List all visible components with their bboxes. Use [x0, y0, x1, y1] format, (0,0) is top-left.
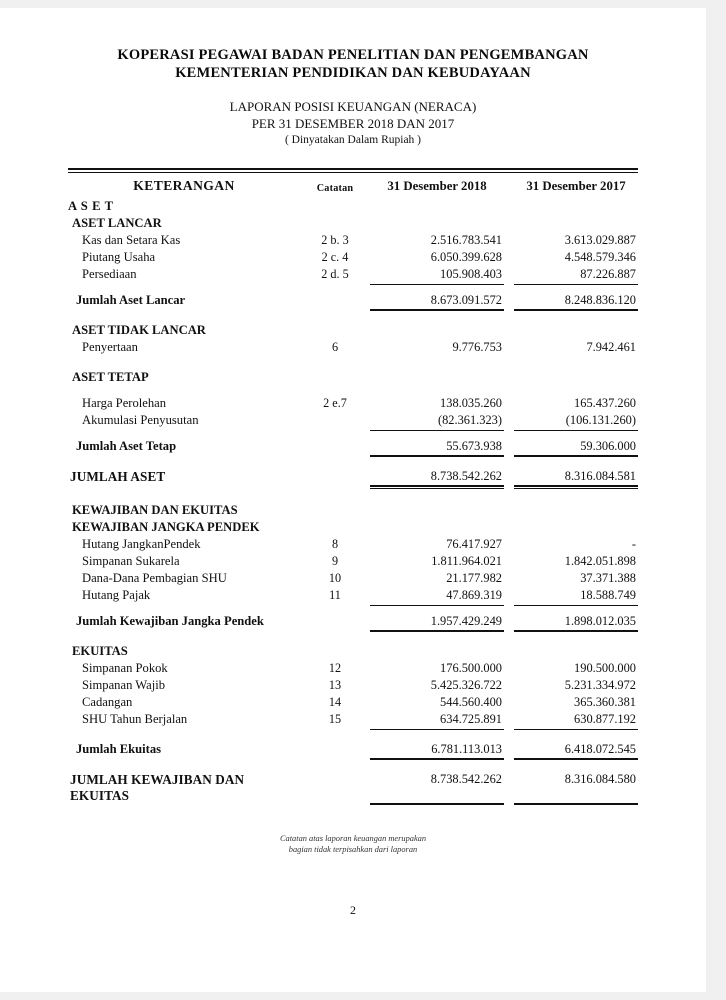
- row-note-ref: [300, 216, 370, 233]
- row-label: JUMLAH ASET: [70, 469, 166, 484]
- row-note-ref: [300, 323, 370, 340]
- row-value-2018: [370, 370, 504, 387]
- column-gap: [504, 250, 514, 267]
- row-value-2017: 1.842.051.898: [564, 554, 636, 568]
- table-row: [68, 293, 638, 310]
- row-note-ref: 2 e.7: [323, 396, 347, 410]
- row-value-2017: 59.306.000: [514, 439, 638, 456]
- table-row: [68, 396, 638, 413]
- footnote: [0, 833, 706, 855]
- table-row: [68, 631, 638, 644]
- row-value-2018: 138.035.260: [440, 396, 502, 410]
- row-value-2017: 18.588.749: [514, 588, 638, 605]
- row-label: EKUITAS: [72, 644, 128, 658]
- row-label: JUMLAH KEWAJIBAN DAN EKUITAS: [70, 772, 245, 803]
- row-label: SHU Tahun Berjalan: [82, 712, 188, 726]
- column-gap: [504, 293, 514, 310]
- row-value-2017: 8.316.084.580: [514, 772, 638, 804]
- row-note-ref: [300, 293, 370, 310]
- row-note-ref: [300, 370, 370, 387]
- row-value-2018: 1.811.964.021: [431, 554, 502, 568]
- row-value-2018: 6.050.399.628: [430, 250, 502, 264]
- row-value-2018: 1.957.429.249: [370, 614, 504, 631]
- balance-sheet-table: [68, 173, 638, 805]
- row-note-ref: 14: [328, 695, 342, 709]
- row-label: Persediaan: [82, 267, 137, 281]
- organization-line-1: KOPERASI PEGAWAI BADAN PENELITIAN DAN PENGEMBANGAN: [117, 47, 589, 63]
- row-note-ref: 6: [331, 340, 339, 354]
- column-gap: [504, 503, 514, 520]
- statement-line-3: ( Dinyatakan Dalam Rupiah ): [284, 134, 422, 146]
- row-value-2018: [370, 644, 504, 661]
- row-value-2017: [514, 644, 638, 661]
- column-gap: [504, 267, 514, 284]
- table-row: [68, 267, 638, 284]
- col-header-gap: [504, 173, 514, 199]
- row-label: Simpanan Pokok: [82, 661, 168, 675]
- column-gap: [504, 614, 514, 631]
- row-label: Kas dan Setara Kas: [82, 233, 181, 247]
- row-label: Simpanan Wajib: [82, 678, 166, 692]
- row-value-2017: 630.877.192: [514, 712, 638, 729]
- row-value-2018: 55.673.938: [370, 439, 504, 456]
- column-gap: [504, 233, 514, 250]
- table-row: [68, 520, 638, 537]
- column-gap: [504, 588, 514, 605]
- row-note-ref: 8: [331, 537, 339, 551]
- row-value-2018: 544.560.400: [440, 695, 502, 709]
- row-value-2017: 165.437.260: [574, 396, 636, 410]
- col-header-year-2018: 31 Desember 2018: [387, 179, 487, 193]
- balance-sheet-table-wrapper: [68, 168, 638, 805]
- column-gap: [504, 439, 514, 456]
- table-row: [68, 571, 638, 588]
- table-row: [68, 644, 638, 661]
- row-value-2017: 365.360.381: [574, 695, 636, 709]
- table-row: [68, 537, 638, 554]
- column-gap: [504, 199, 514, 216]
- row-note-ref: [300, 469, 370, 486]
- row-label: Akumulasi Penyusutan: [82, 413, 199, 427]
- table-row: [68, 554, 638, 571]
- row-note-ref: 2 b. 3: [321, 233, 349, 247]
- table-row: [68, 413, 638, 430]
- row-value-2017: 37.371.388: [580, 571, 636, 585]
- row-spacer: [68, 729, 638, 742]
- row-value-2018: [370, 503, 504, 520]
- column-gap: [504, 216, 514, 233]
- row-label: Harga Perolehan: [82, 396, 167, 410]
- column-gap: [504, 469, 514, 486]
- row-value-2017: 6.418.072.545: [514, 742, 638, 759]
- row-label: ASET TETAP: [72, 370, 149, 384]
- row-value-2018: 176.500.000: [440, 661, 502, 675]
- row-label: Simpanan Sukarela: [82, 554, 180, 568]
- row-spacer: [68, 310, 638, 323]
- column-gap: [504, 742, 514, 759]
- row-label: Dana-Dana Pembagian SHU: [82, 571, 227, 585]
- row-value-2018: 47.869.319: [370, 588, 504, 605]
- row-value-2018: 8.738.542.262: [370, 469, 504, 486]
- row-label: Jumlah Kewajiban Jangka Pendek: [76, 614, 264, 628]
- row-value-2018: [370, 216, 504, 233]
- row-value-2017: [514, 520, 638, 537]
- table-row: [68, 503, 638, 520]
- statement-title: [0, 98, 706, 149]
- row-value-2018: (82.361.323): [370, 413, 504, 430]
- row-value-2018: [370, 323, 504, 340]
- row-value-2018: 8.738.542.262: [370, 772, 504, 804]
- row-value-2017: 3.613.029.887: [564, 233, 636, 247]
- table-row: [68, 233, 638, 250]
- row-value-2018: 9.776.753: [452, 340, 502, 354]
- row-value-2018: [370, 199, 504, 216]
- row-value-2017: [514, 216, 638, 233]
- table-row: [68, 250, 638, 267]
- table-row: [68, 742, 638, 759]
- page-number: 2: [350, 903, 356, 917]
- col-header-description: KETERANGAN: [133, 178, 235, 193]
- column-gap: [504, 772, 514, 804]
- row-value-2018: 105.908.403: [370, 267, 504, 284]
- statement-line-2: PER 31 DESEMBER 2018 DAN 2017: [251, 116, 455, 131]
- table-row: [68, 729, 638, 742]
- row-note-ref: 15: [328, 712, 342, 726]
- table-row: [68, 199, 638, 216]
- table-row: [68, 661, 638, 678]
- row-note-ref: 10: [328, 571, 342, 585]
- column-gap: [504, 520, 514, 537]
- row-label: Cadangan: [82, 695, 133, 709]
- row-value-2017: [514, 370, 638, 387]
- table-row: [68, 712, 638, 729]
- footnote-line-2: bagian tidak terpisahkan dari laporan: [288, 845, 418, 854]
- column-gap: [504, 571, 514, 588]
- table-head: [68, 173, 638, 199]
- row-note-ref: [300, 199, 370, 216]
- table-header-row: [68, 173, 638, 199]
- row-note-ref: [300, 614, 370, 631]
- row-note-ref: [300, 742, 370, 759]
- table-row: [68, 216, 638, 233]
- row-value-2018: [370, 520, 504, 537]
- row-note-ref: [300, 772, 370, 804]
- row-value-2018: 76.417.927: [446, 537, 502, 551]
- row-note-ref: [300, 520, 370, 537]
- document-page: [0, 8, 706, 992]
- table-row: [68, 759, 638, 772]
- organization-line-2: KEMENTERIAN PENDIDIKAN DAN KEBUDAYAAN: [175, 65, 531, 81]
- row-value-2017: 190.500.000: [574, 661, 636, 675]
- row-label: Jumlah Aset Lancar: [76, 293, 186, 307]
- table-row: [68, 614, 638, 631]
- col-header-year-2017: 31 Desember 2017: [526, 179, 626, 193]
- row-note-ref: 2 d. 5: [321, 267, 349, 281]
- row-note-ref: [300, 413, 370, 430]
- row-value-2017: 87.226.887: [514, 267, 638, 284]
- table-row: [68, 370, 638, 387]
- document-header: [0, 8, 706, 149]
- row-value-2017: 8.248.836.120: [514, 293, 638, 310]
- row-note-ref: [300, 503, 370, 520]
- row-label: ASET TIDAK LANCAR: [72, 323, 206, 337]
- table-row: [68, 430, 638, 439]
- row-note-ref: 11: [329, 588, 341, 602]
- row-label: Hutang Pajak: [82, 588, 151, 602]
- table-body: [68, 199, 638, 804]
- table-row: [68, 439, 638, 456]
- row-label: Piutang Usaha: [82, 250, 156, 264]
- table-row: [68, 588, 638, 605]
- row-value-2017: 4.548.579.346: [564, 250, 636, 264]
- row-value-2018: 634.725.891: [370, 712, 504, 729]
- column-gap: [504, 537, 514, 554]
- table-row: [68, 772, 638, 804]
- table-row: [68, 357, 638, 370]
- row-note-ref: 12: [328, 661, 342, 675]
- row-spacer: [68, 357, 638, 370]
- row-value-2017: 5.231.334.972: [564, 678, 636, 692]
- row-value-2017: 7.942.461: [586, 340, 636, 354]
- column-gap: [504, 396, 514, 413]
- row-value-2018: 8.673.091.572: [370, 293, 504, 310]
- table-row: [68, 284, 638, 293]
- row-value-2017: (106.131.260): [514, 413, 638, 430]
- table-row: [68, 469, 638, 486]
- footnote-line-1: Catatan atas laporan keuangan merupakan: [279, 834, 427, 843]
- table-row: [68, 340, 638, 357]
- table-top-rule-outer: [68, 168, 638, 170]
- row-note-ref: [300, 439, 370, 456]
- column-gap: [504, 370, 514, 387]
- table-row: [68, 387, 638, 396]
- column-gap: [504, 695, 514, 712]
- column-gap: [504, 712, 514, 729]
- row-note-ref: 9: [331, 554, 339, 568]
- row-spacer: [68, 284, 638, 293]
- table-row: [68, 695, 638, 712]
- column-gap: [504, 340, 514, 357]
- column-gap: [504, 554, 514, 571]
- row-spacer: [68, 631, 638, 644]
- row-label: Penyertaan: [82, 340, 138, 354]
- row-value-2017: [514, 199, 638, 216]
- row-label: KEWAJIBAN DAN EKUITAS: [72, 503, 238, 517]
- table-row: [68, 605, 638, 614]
- column-gap: [504, 661, 514, 678]
- row-label: A S E T: [68, 199, 114, 213]
- row-value-2017: -: [631, 537, 636, 551]
- row-value-2017: [514, 503, 638, 520]
- row-value-2017: [514, 323, 638, 340]
- table-row: [68, 678, 638, 695]
- row-value-2017: 1.898.012.035: [514, 614, 638, 631]
- row-value-2018: 2.516.783.541: [430, 233, 502, 247]
- row-note-ref: 13: [328, 678, 342, 692]
- row-label: Jumlah Ekuitas: [76, 742, 162, 756]
- table-row: [68, 456, 638, 469]
- row-spacer: [68, 430, 638, 439]
- row-label: Jumlah Aset Tetap: [76, 439, 177, 453]
- row-spacer: [68, 456, 638, 469]
- table-row: [68, 310, 638, 323]
- column-gap: [504, 678, 514, 695]
- column-gap: [504, 644, 514, 661]
- row-label: KEWAJIBAN JANGKA PENDEK: [72, 520, 260, 534]
- row-value-2018: 21.177.982: [446, 571, 502, 585]
- col-header-note: Catatan: [316, 183, 354, 194]
- row-label: Hutang JangkanPendek: [82, 537, 201, 551]
- statement-line-1: LAPORAN POSISI KEUANGAN (NERACA): [229, 99, 477, 114]
- row-value-2018: 6.781.113.013: [370, 742, 504, 759]
- row-note-ref: 2 c. 4: [321, 250, 349, 264]
- column-gap: [504, 323, 514, 340]
- row-value-2017: 8.316.084.581: [514, 469, 638, 486]
- row-spacer: [68, 387, 638, 396]
- column-gap: [504, 413, 514, 430]
- table-row: [68, 323, 638, 340]
- row-spacer: [68, 605, 638, 614]
- row-spacer: [68, 759, 638, 772]
- row-value-2018: 5.425.326.722: [430, 678, 502, 692]
- row-note-ref: [300, 644, 370, 661]
- row-label: ASET LANCAR: [72, 216, 162, 230]
- financial-statement: [0, 8, 706, 918]
